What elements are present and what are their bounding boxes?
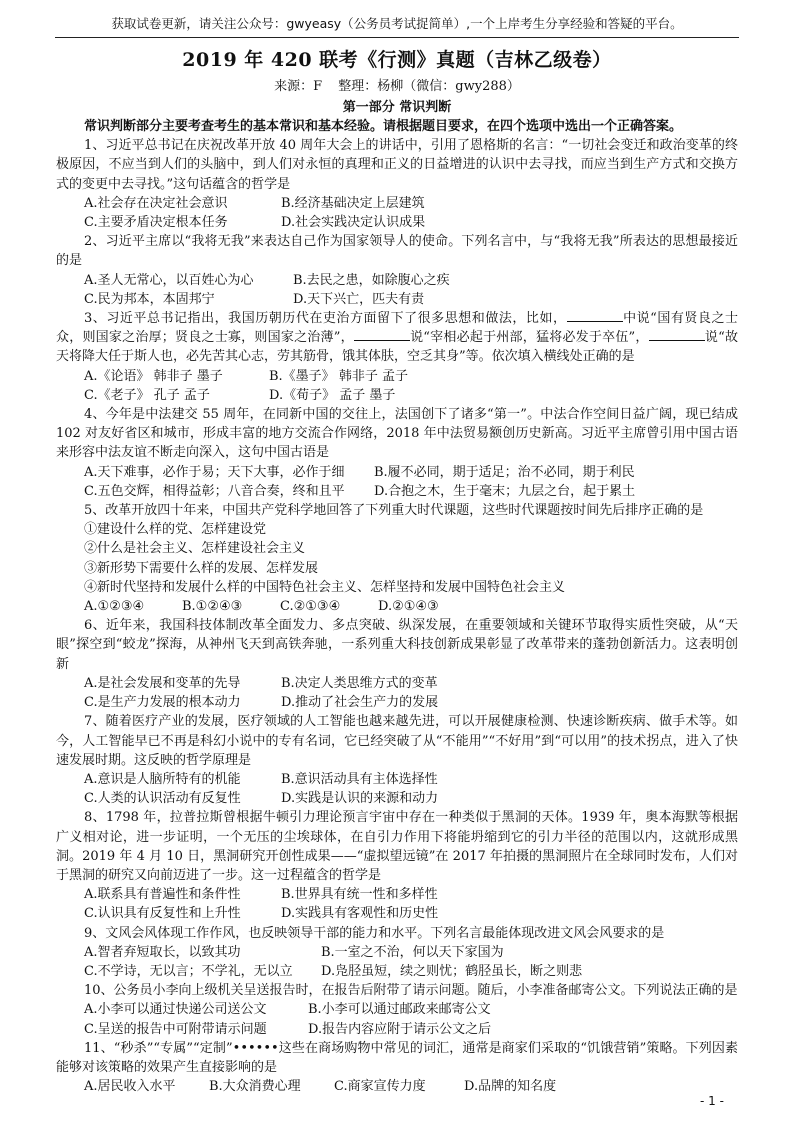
question-3-stem (56, 309, 738, 367)
question-3-stem-part2: 中说“国有贤良之士众，则国家之治厚；贤良之士寡，则国家之治薄”， (56, 311, 738, 346)
source-line (0, 75, 794, 94)
question-5-item-1: ①建设什么样的党、怎样建设党 (84, 522, 267, 538)
question-2-options-row1 (56, 271, 738, 290)
question-6-options-row1 (56, 674, 738, 693)
question-3-options-row1 (56, 367, 738, 386)
question-7-options-row1 (56, 770, 738, 789)
option-d: D.合抱之木，生于毫末；九层之台，起于累土 (374, 483, 636, 499)
option-a: A.智者弃短取长，以致其功 (84, 944, 241, 960)
option-a: A.居民收入水平 (84, 1079, 176, 1095)
question-2-stem: 2、习近平主席以“我将无我”来表达自己作为国家领导人的使命。下列名言中，与“我将无我”所表达的思想最接近的是 (56, 234, 738, 269)
question-content (56, 117, 738, 1096)
page-title: 2019 年 420 联考《行测》真题（吉林乙级卷） (182, 49, 612, 71)
question-4-options-row1 (56, 463, 738, 482)
option-a: A.联系具有普遍性和条件性 (84, 887, 241, 903)
option-d: D.推动了社会生产力的发展 (281, 695, 439, 711)
option-b: B.世界具有统一性和多样性 (281, 887, 438, 903)
question-5-stem: 5、改革开放四十年来，中国共产党科学地回答了下列重大时代课题，这些时代课题按时间先后排序正确的是 (84, 503, 704, 519)
option-b: B.大众消费心理 (209, 1079, 301, 1095)
answer-blank (354, 328, 410, 341)
option-c: C.呈送的报告中可附带请示问题 (84, 1021, 267, 1037)
option-b: B.决定人类思维方式的变革 (281, 675, 438, 691)
source-text: 来源：F (274, 79, 323, 94)
question-2-options-row2 (56, 290, 738, 309)
option-a: A.小李可以通过快递公司送公文 (84, 1002, 267, 1018)
question-3-stem-part3: 说“宰相必起于州部，猛将必发于卒伍”， (409, 330, 649, 346)
question-8-stem: 8、1798 年，拉普拉斯曾根据牛顿引力理论预言宇宙中存在一种类似于黑洞的天体。1939 年，奥本海默等根据广义相对论，进一步证明，一个无压的尘埃球体，在自引力作用下将能坍缩到它的引力半径的范围以内，这就形成黑洞。2019 年 4 月 10 日，黑洞研究开创性成果——“虚拟望远镜”在 2017 年拍摄的黑洞照片在全球同时发布，人们对于黑洞的研究又向前迈进了一步。这一过程蕴含的哲学是 (56, 810, 738, 883)
option-c: C.主要矛盾决定根本任务 (84, 215, 228, 231)
question-9-options-row1 (56, 943, 738, 962)
option-d: D.实践是认识的来源和动力 (281, 791, 439, 807)
option-a: A.是社会发展和变革的先导 (84, 675, 241, 691)
question-4-stem: 4、今年是中法建交 55 周年，在同新中国的交往上，法国创下了诸多“第一”。中法合作空间日益广阔，现已结成 102 对友好省区和城市，形成丰富的地方交流合作网络，2018 年中法贸易额创历史新高。习近平主席曾引用中国古语来形容中法友谊不断走向深入，这句中国古语是 (56, 407, 738, 461)
option-d: D.报告内容应附于请示公文之后 (308, 1021, 492, 1037)
option-c: C.不学诗，无以言；不学礼，无以立 (84, 963, 293, 979)
question-3-options-row2 (56, 386, 738, 405)
option-d: D.凫胫虽短，续之则忧；鹤胫虽长，断之则悲 (321, 963, 583, 979)
option-b: B.去民之患，如除腹心之疾 (293, 272, 450, 288)
option-d: D.社会实践决定认识成果 (281, 215, 426, 231)
option-a: A.①②③④ (84, 599, 145, 615)
header-divider (55, 37, 739, 38)
question-1-stem: 1、习近平总书记在庆祝改革开放 40 周年大会上的讲话中，引用了恩格斯的名言：“一切社会变迁和政治变革的终极原因，不应当到人们的头脑中，到人们对永恒的真理和正义的日益增进的认识中去寻找，而应当到生产方式和交换方式的变更中去寻找。”这句话蕴含的哲学是 (56, 138, 738, 192)
question-1-options-row1 (56, 194, 738, 213)
answer-blank (567, 309, 623, 322)
page-number: - 1 - (700, 1094, 724, 1108)
question-9-stem: 9、文风会风体现工作作风，也反映领导干部的能力和水平。下列名言最能体现改进文风会风要求的是 (84, 925, 665, 941)
option-b: B.履不必同，期于适足；治不必同，期于利民 (374, 464, 635, 480)
option-a: A.社会存在决定社会意识 (84, 195, 228, 211)
question-5-item-2: ②什么是社会主义、怎样建设社会主义 (84, 541, 306, 557)
question-10-options-row1 (56, 1000, 738, 1019)
option-c: C.《老子》 孔子 孟子 (84, 387, 210, 403)
option-c: C.商家宣传力度 (334, 1079, 426, 1095)
editor-text: 整理：杨柳（微信：gwy288） (338, 79, 520, 94)
option-c: C.五色交辉，相得益彰；八音合奏，终和且平 (84, 483, 345, 499)
question-7-stem: 7、随着医疗产业的发展，医疗领域的人工智能也越来越先进，可以开展健康检测、快速诊断疾病、做手术等。如今，人工智能早已不再是科幻小说中的专有名词，它已经突破了从“不能用”“不好用”到“可以用”的技术拐点，进入了快速发展时期。这反映的哲学原理是 (56, 714, 738, 768)
option-a: A.《论语》 韩非子 墨子 (84, 368, 223, 384)
option-c: C.认识具有反复性和上升性 (84, 906, 241, 922)
answer-blank (649, 328, 705, 341)
option-d: D.天下兴亡，匹夫有责 (293, 291, 425, 307)
option-d: D.品牌的知名度 (464, 1079, 557, 1095)
question-1-options-row2 (56, 213, 738, 232)
question-9-options-row2 (56, 962, 738, 981)
question-11-stem: 11、“秒杀”“专属”“定制”••••••这些在商场购物中常见的词汇，通常是商家们采取的“饥饿营销”策略。下列因素能够对该策略的效果产生直接影响的是 (56, 1040, 738, 1075)
option-c: C.人类的认识活动有反复性 (84, 791, 241, 807)
option-b: B.意识活动具有主体选择性 (281, 771, 438, 787)
question-6-options-row2 (56, 693, 738, 712)
part-title: 第一部分 常识判断 (342, 100, 452, 115)
question-8-options-row1 (56, 885, 738, 904)
option-b: B.①②④③ (182, 599, 243, 615)
option-c: C.②①③④ (280, 599, 341, 615)
option-d: D.实践具有客观性和历史性 (281, 906, 439, 922)
option-a: A.圣人无常心，以百姓心为心 (84, 272, 254, 288)
question-8-options-row2 (56, 904, 738, 923)
option-c: C.是生产力发展的根本动力 (84, 695, 241, 711)
option-a: A.天下难事，必作于易；天下大事，必作于细 (84, 464, 345, 480)
question-6-stem: 6、近年来，我国科技体制改革全面发力、多点突破、纵深发展，在重要领域和关键环节取得实质性突破，从“天眼”探空到“蛟龙”探海，从神州飞天到高铁奔驰，一系列重大科技创新成果彰显了改革带来的蓬勃创新活力。这表明创新 (56, 618, 738, 672)
question-11-options (56, 1077, 738, 1096)
option-a: A.意识是人脑所特有的机能 (84, 771, 241, 787)
question-4-options-row2 (56, 482, 738, 501)
option-c: C.民为邦本，本固邦宁 (84, 291, 215, 307)
option-d: D.②①④③ (378, 599, 439, 615)
question-5-options (56, 597, 738, 616)
question-3-stem-part4: 说“故天将降大任于斯人也，必先苦其心志，劳其筋骨，饿其体肤，空乏其身”等。依次填入横线处正确的是 (56, 330, 738, 365)
option-b: B.经济基础决定上层建筑 (281, 195, 425, 211)
question-10-stem: 10、公务员小李向上级机关呈送报告时，在报告后附带了请示问题。随后，小李准备邮寄公文。下列说法正确的是 (84, 983, 738, 999)
question-5-item-4: ④新时代坚持和发展什么样的中国特色社会主义、怎样坚持和发展中国特色社会主义 (84, 579, 566, 595)
question-5-item-3: ③新形势下需要什么样的发展、怎样发展 (84, 560, 319, 576)
instructions: 常识判断部分主要考查考生的基本常识和基本经验。请根据题目要求，在四个选项中选出一个正确答案。 (84, 119, 683, 134)
question-3-stem-part1: 3、习近平总书记指出，我国历朝历代在吏治方面留下了很多思想和做法，比如， (84, 311, 567, 327)
option-b: B.《墨子》 韩非子 孟子 (269, 368, 408, 384)
question-10-options-row2 (56, 1020, 738, 1039)
option-b: B.小李可以通过邮政来邮寄公文 (308, 1002, 491, 1018)
option-d: D.《荀子》 孟子 墨子 (269, 387, 396, 403)
option-b: B.一室之不治，何以天下家国为 (321, 944, 504, 960)
question-7-options-row2 (56, 789, 738, 808)
header-notice: 获取试卷更新，请关注公众号：gwyeasy（公务员考试捉简单）,一个上岸考生分享经验和答疑的平台。 (111, 16, 683, 31)
